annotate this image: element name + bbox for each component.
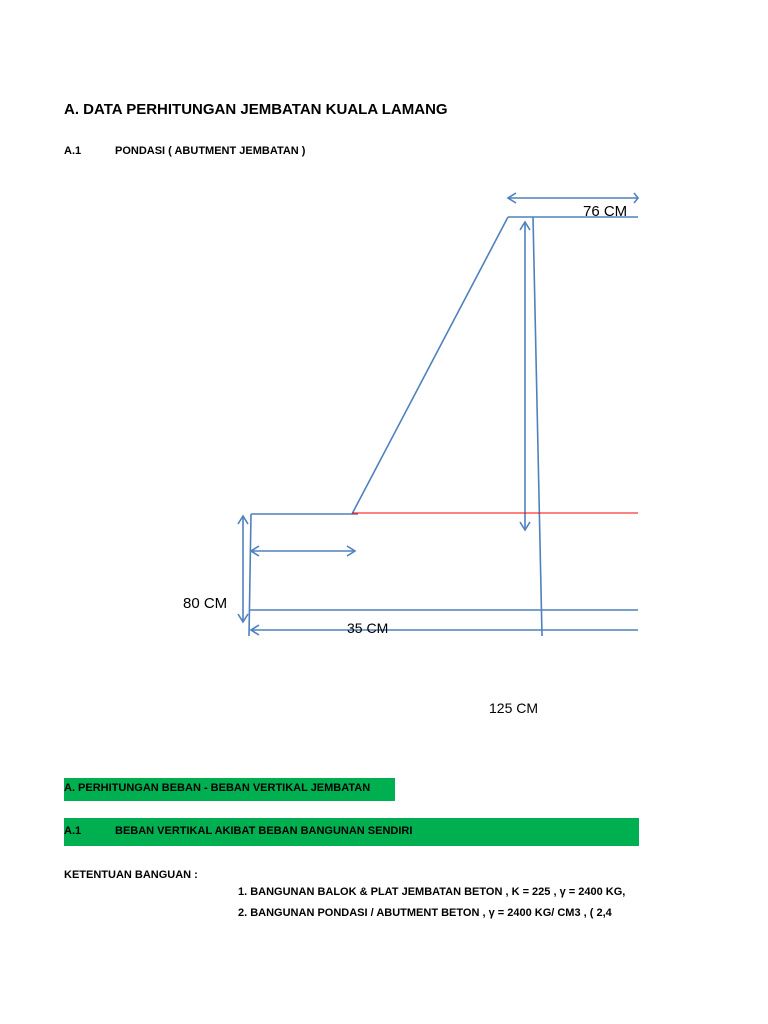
- subsection-number: A.1: [64, 825, 82, 837]
- section-heading: PONDASI ( ABUTMENT JEMBATAN ): [115, 145, 306, 157]
- dimension-label-middle: 35 CM: [347, 620, 389, 636]
- subsection-heading: BEBAN VERTIKAL AKIBAT BEBAN BANGUNAN SENDIRI: [115, 825, 413, 837]
- requirement-item: 2. BANGUNAN PONDASI / ABUTMENT BETON , γ = 2400 KG/ CM3 , ( 2,4: [238, 907, 612, 919]
- dimension-label-base: 125 CM: [489, 700, 539, 716]
- abutment-sloped-face: [352, 217, 508, 514]
- dimension-label-top: 76 CM: [583, 203, 628, 220]
- heel-left-wall: [249, 514, 251, 636]
- requirements-heading: KETENTUAN BANGUAN :: [64, 869, 198, 881]
- dimension-label-left: 80 CM: [183, 595, 228, 612]
- page-title: A. DATA PERHITUNGAN JEMBATAN KUALA LAMANG: [64, 101, 448, 118]
- requirement-item: 1. BANGUNAN BALOK & PLAT JEMBATAN BETON , K = 225 , γ = 2400 KG,: [238, 886, 626, 898]
- section-number: A.1: [64, 145, 82, 157]
- abutment-front-wall: [533, 217, 542, 636]
- section-heading: A. PERHITUNGAN BEBAN - BEBAN VERTIKAL JEMBATAN: [64, 782, 371, 794]
